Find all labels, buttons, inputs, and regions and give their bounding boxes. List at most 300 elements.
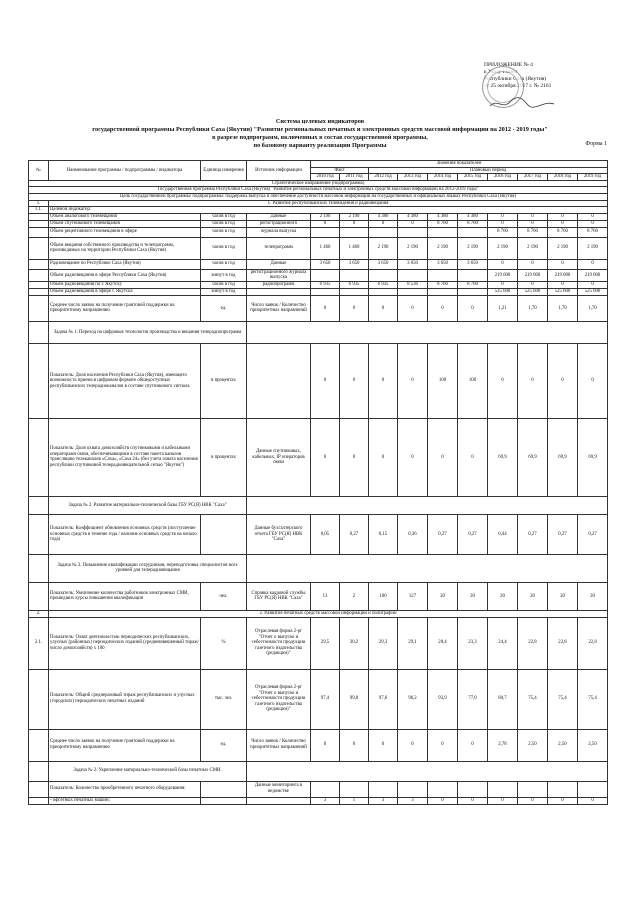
row-value xyxy=(340,781,369,797)
header-values: Значения показателей xyxy=(311,161,608,168)
row-num: 2.1. xyxy=(29,617,49,669)
table-row xyxy=(29,213,608,220)
row-value: 525 600 xyxy=(518,288,548,295)
form-number: Форма 1 xyxy=(585,141,607,147)
row-unit xyxy=(201,514,247,554)
row-value: 0 xyxy=(578,213,608,220)
row-value: 0 xyxy=(548,259,578,269)
row-source: журнала выпуска xyxy=(247,227,311,237)
row-num xyxy=(29,418,49,496)
item-title: Целевой индикатор: xyxy=(49,207,608,214)
row-unit: часов в год xyxy=(201,259,247,269)
row-value: 75,4 xyxy=(578,669,608,729)
row-value: 0 xyxy=(398,343,428,418)
row-source: радиопрограмм xyxy=(247,281,311,288)
row-value: 3 xyxy=(369,797,398,804)
row-value: 22,8 xyxy=(578,617,608,669)
row-value: 0 xyxy=(458,729,488,761)
header-name: Наименование программы / подпрограммы / индикатора xyxy=(49,161,201,181)
row-value: 219 000 xyxy=(578,269,608,281)
blank-cell xyxy=(247,321,608,343)
row-name: Показатель: Увеличение количества работников электронных СМИ, прошедших курсы повышения квалификации xyxy=(49,582,201,610)
task-row xyxy=(29,554,608,582)
row-value: 3 650 xyxy=(458,259,488,269)
row-value: 4 380 xyxy=(398,213,428,220)
row-value xyxy=(340,288,369,295)
row-value: 525 600 xyxy=(548,288,578,295)
row-value: 0 xyxy=(398,295,428,321)
header-plan: Плановый период xyxy=(369,167,608,174)
row-value: 2,50 xyxy=(518,729,548,761)
row-unit: % xyxy=(201,617,247,669)
row-value: 22,8 xyxy=(548,617,578,669)
row-value: 2 190 xyxy=(311,213,340,220)
row-value xyxy=(458,781,488,797)
table-row xyxy=(29,343,608,418)
row-name: Объем аналогового телевещания xyxy=(49,213,201,220)
row-value xyxy=(488,781,518,797)
row-value: 0,27 xyxy=(340,514,369,554)
row-value: 0,05 xyxy=(311,514,340,554)
row-value: 8 760 xyxy=(458,281,488,288)
table-row xyxy=(29,729,608,761)
row-value: 0 xyxy=(578,259,608,269)
row-value: 0 xyxy=(311,295,340,321)
row-unit: часов в год xyxy=(201,213,247,220)
table-row xyxy=(29,514,608,554)
row-value: 69,9 xyxy=(578,418,608,496)
row-value: 0 xyxy=(428,295,458,321)
row-value: 3 650 xyxy=(340,259,369,269)
row-value: 1,70 xyxy=(578,295,608,321)
task-row xyxy=(29,496,608,514)
row-value: 96,2 xyxy=(398,669,428,729)
row-num xyxy=(29,514,49,554)
row-value: 20 xyxy=(458,582,488,610)
row-value: 13 xyxy=(311,582,340,610)
blank-cell xyxy=(247,496,608,514)
section-row xyxy=(29,610,608,617)
row-value: 29,1 xyxy=(398,617,428,669)
year-2010: 2010 год xyxy=(311,174,340,181)
annex-line-1: ПРИЛОЖЕНИЕ № 4 xyxy=(484,62,533,68)
row-value: 3 xyxy=(311,797,340,804)
row-unit: в процентах xyxy=(201,418,247,496)
row-source xyxy=(247,288,311,295)
row-value xyxy=(311,269,340,281)
task-label: Задача № 3. Повышение квалификации сотрудников, переподготовка специалистов всех уровней для телерадиовещания xyxy=(49,554,247,582)
row-name: Показатель: Охват деятельностью периодических республиканских, улусных (районных) периодических изданий (средневзвешенный тираж/число домохозяйств) х 100 xyxy=(49,617,201,669)
row-value xyxy=(398,269,428,281)
row-value: 28,4 xyxy=(428,617,458,669)
row-value: 0,44 xyxy=(488,514,518,554)
row-num xyxy=(29,288,49,295)
row-value: 22,8 xyxy=(518,617,548,669)
task-row xyxy=(29,321,608,343)
row-value xyxy=(311,288,340,295)
row-source: Отраслевая форма 2-рг "Отчет о выпуске и себестоимости продукции газетного издательства (редакции)" xyxy=(247,617,311,669)
row-value: 1,70 xyxy=(518,295,548,321)
row-value: 0 xyxy=(398,418,428,496)
row-value: 0 xyxy=(488,281,518,288)
row-value: 2 190 xyxy=(369,237,398,259)
row-unit: в процентах xyxy=(201,343,247,418)
row-value: 0 xyxy=(488,213,518,220)
row-value: 0 xyxy=(428,418,458,496)
row-value: 24,4 xyxy=(488,617,518,669)
row-value: 0 xyxy=(398,220,428,227)
row-value: 0 xyxy=(518,220,548,227)
year-2013: 2013 год xyxy=(398,174,428,181)
title-line-1: Система целевых индикаторов xyxy=(275,118,365,125)
row-name: Объем спутникового телевещания xyxy=(49,220,201,227)
row-source xyxy=(247,343,311,418)
row-unit: часов в год xyxy=(201,281,247,288)
row-value: 1,70 xyxy=(548,295,578,321)
row-value: 2 190 xyxy=(340,213,369,220)
row-value: 100 xyxy=(369,582,398,610)
row-unit: чел. xyxy=(201,582,247,610)
row-value: 0 xyxy=(548,797,578,804)
row-num xyxy=(29,343,49,418)
row-value: 100 xyxy=(458,343,488,418)
row-value: 99,8 xyxy=(340,669,369,729)
row-unit: часов в год xyxy=(201,227,247,237)
row-num xyxy=(29,227,49,237)
year-2016: 2016 год xyxy=(488,174,518,181)
section-num: 2. xyxy=(29,610,49,617)
table-row xyxy=(29,269,608,281)
table-row xyxy=(29,582,608,610)
row-source: телепрограмм xyxy=(247,237,311,259)
blank-cell xyxy=(29,321,49,343)
year-2012: 2012 год xyxy=(369,174,398,181)
row-value: 0 xyxy=(311,729,340,761)
row-value: 0 xyxy=(369,343,398,418)
task-label: Задача № 1. Переход на цифровые технологии производства и вещания телерадиопрограмм xyxy=(49,321,247,343)
row-unit: минут в год xyxy=(201,288,247,295)
table-row xyxy=(29,781,608,797)
blank-cell xyxy=(29,554,49,582)
table-row xyxy=(29,288,608,295)
row-num xyxy=(29,281,49,288)
annex-line-4: от 25 октября 2017 г. № 2161 xyxy=(484,83,552,89)
row-value xyxy=(458,269,488,281)
row-name: Радиовещание по Республике Саха (Якутия) xyxy=(49,259,201,269)
row-num xyxy=(29,295,49,321)
table-row xyxy=(29,797,608,804)
row-value: 77,0 xyxy=(458,669,488,729)
row-source: Данные мониторинга в ведомстве xyxy=(247,781,311,797)
row-value: 2 190 xyxy=(518,237,548,259)
row-value: 0 xyxy=(458,797,488,804)
row-value: 20 xyxy=(488,582,518,610)
row-value: 8 760 xyxy=(518,227,548,237)
row-name: Показатель: Коэффициент обновления основных средств (поступление основных средств в течение года / наличие основных средств на начало года) xyxy=(49,514,201,554)
row-name: Объем радиовещания в эфире г. Якутска xyxy=(49,288,201,295)
row-value: 0,27 xyxy=(578,514,608,554)
row-num xyxy=(29,729,49,761)
row-unit: минут в год xyxy=(201,269,247,281)
row-value: 0 xyxy=(311,343,340,418)
row-name: Объем вещания собственного производства и телепрограмм, производимых на территории Республики Саха (Якутия) xyxy=(49,237,201,259)
row-value: 0,27 xyxy=(458,514,488,554)
row-value: 0,27 xyxy=(548,514,578,554)
row-value: 0 xyxy=(488,797,518,804)
row-value: 20 xyxy=(548,582,578,610)
row-num xyxy=(29,220,49,227)
blank-cell xyxy=(247,761,608,781)
row-name: Показатель: Доля охвата домохозяйств спутниковыми и кабельными операторами связи, обеспечивающими в составе пакета каналов трансляцию телеканалов «Саха», «Саха 24» (без учета охвата населения республики спутниковой телерадиовещательной сетью "Якутия") xyxy=(49,418,201,496)
row-value: 97,6 xyxy=(369,669,398,729)
row-value: 2,50 xyxy=(548,729,578,761)
row-source: Данные спутниковых, кабельных, IP операторов связи xyxy=(247,418,311,496)
row-num xyxy=(29,797,49,804)
indicators-table xyxy=(28,160,608,805)
section-title: 1. Развитие республиканских телевидения и радиовещания xyxy=(49,200,608,207)
row-value: 0 xyxy=(398,729,428,761)
program-goal: Цель государственной программы/ подпрограммы: поддержка выпуска и обеспечение доступности массовой информации на государственных и официальных языках Республики Саха (Якутия) xyxy=(29,193,608,200)
row-name: Среднее число заявок на получение грантовой поддержки на приоритетному направлению xyxy=(49,729,201,761)
row-value: 0,27 xyxy=(428,514,458,554)
row-value: 0 xyxy=(340,220,369,227)
row-value xyxy=(369,227,398,237)
row-value: 0 xyxy=(458,418,488,496)
row-value xyxy=(458,227,488,237)
row-value: 0 xyxy=(458,295,488,321)
year-2011: 2011 год xyxy=(340,174,369,181)
row-value: 97,4 xyxy=(311,669,340,729)
row-value: 0 xyxy=(369,295,398,321)
row-value xyxy=(369,269,398,281)
indicator-rows xyxy=(29,213,608,321)
row-unit xyxy=(201,781,247,797)
row-num xyxy=(29,669,49,729)
row-source xyxy=(247,797,311,804)
row-value: 0,15 xyxy=(369,514,398,554)
row-value: 3 650 xyxy=(369,259,398,269)
row-value: 69,9 xyxy=(488,418,518,496)
row-value: 1 460 xyxy=(340,237,369,259)
row-value: 2 190 xyxy=(398,237,428,259)
row-unit: ед. xyxy=(201,295,247,321)
row-unit: ед. xyxy=(201,729,247,761)
section-title: 2. Развитие печатных средств массовой информации и полиграфии xyxy=(49,610,608,617)
row-unit: часов в год xyxy=(201,220,247,227)
table-row xyxy=(29,418,608,496)
row-value: 30,2 xyxy=(340,617,369,669)
row-unit: тыс. экз. xyxy=(201,669,247,729)
section-row xyxy=(29,200,608,207)
row-unit: часов в год xyxy=(201,237,247,259)
item-row xyxy=(29,207,608,214)
table-row xyxy=(29,237,608,259)
row-value: 219 600 xyxy=(488,269,518,281)
row-name: Объем радиовещания по г. Якутску xyxy=(49,281,201,288)
row-value xyxy=(398,227,428,237)
row-value: 0 xyxy=(488,259,518,269)
annex-line-2: к Указу Главы xyxy=(484,69,517,75)
row-value xyxy=(340,269,369,281)
row-value: 0 xyxy=(578,797,608,804)
row-num xyxy=(29,781,49,797)
row-source: регистрационного журнала выпуска xyxy=(247,269,311,281)
row-num xyxy=(29,269,49,281)
row-value: 2,78 xyxy=(488,729,518,761)
row-value xyxy=(398,781,428,797)
table-row xyxy=(29,220,608,227)
row-value xyxy=(340,227,369,237)
goal-row xyxy=(29,193,608,200)
row-value: 0 xyxy=(578,343,608,418)
row-value: 3 650 xyxy=(398,259,428,269)
row-value: 23,3 xyxy=(458,617,488,669)
row-value: 69,9 xyxy=(518,418,548,496)
row-value: 0 xyxy=(518,797,548,804)
year-2017: 2017 год xyxy=(518,174,548,181)
row-source: Данные бухгалтерского отчета ГБУ РС(Я) НВК "Саха" xyxy=(247,514,311,554)
signature-icon xyxy=(488,96,558,110)
row-value xyxy=(428,288,458,295)
row-value: 0 xyxy=(340,295,369,321)
header-unit: Единица измерения xyxy=(201,161,247,181)
row-value: 2 190 xyxy=(578,237,608,259)
row-value xyxy=(518,781,548,797)
row-name: Показатель: Доля населения Республики Саха (Якутия), имеющего возможность приема в цифровом формате общедоступных республиканских телерадиоканалов в составе спутникового сигнала xyxy=(49,343,201,418)
row-value: 93,9 xyxy=(428,669,458,729)
row-source: Число заявок / Количество приоритетных направлений xyxy=(247,295,311,321)
row-value: 100 xyxy=(428,343,458,418)
row-value: 75,4 xyxy=(548,669,578,729)
row-value: 0 xyxy=(488,343,518,418)
year-2019: 2019 год xyxy=(578,174,608,181)
row-value xyxy=(548,781,578,797)
strategy-row xyxy=(29,180,608,187)
table-row xyxy=(29,295,608,321)
row-value: 69,9 xyxy=(548,418,578,496)
row-name: Показатель: Количество приобретенного печатного оборудования: xyxy=(49,781,201,797)
row-name: Объем радиовещания в эфире Республики Саха (Якутия) xyxy=(49,269,201,281)
row-value xyxy=(428,781,458,797)
item-num: 1.1. xyxy=(29,207,49,214)
row-value xyxy=(578,781,608,797)
row-value: 0 xyxy=(369,220,398,227)
row-num xyxy=(29,259,49,269)
row-value: 0 xyxy=(369,418,398,496)
table-row xyxy=(29,227,608,237)
row-value: 127 xyxy=(398,582,428,610)
row-name: Объем рецептивного телевещания в эфире xyxy=(49,227,201,237)
table-row xyxy=(29,281,608,288)
table-row xyxy=(29,617,608,669)
row-value: 20 xyxy=(578,582,608,610)
row-value: 1 xyxy=(340,797,369,804)
row-value xyxy=(398,288,428,295)
row-value: 8 536 xyxy=(398,281,428,288)
row-value: 0 xyxy=(548,343,578,418)
row-source: Число заявок / Количество приоритетных направлений xyxy=(247,729,311,761)
row-value: 0 xyxy=(578,281,608,288)
task-row xyxy=(29,761,608,781)
header-row xyxy=(29,161,608,168)
row-value: 0 xyxy=(548,213,578,220)
title-line-3: в разрезе подпрограмм, включенных в состав государственной программы, xyxy=(212,134,428,141)
blank-cell xyxy=(29,761,49,781)
row-value: 4 380 xyxy=(428,213,458,220)
indicator-rows-rest xyxy=(29,321,608,804)
row-value: 1 460 xyxy=(311,237,340,259)
blank-cell xyxy=(29,496,49,514)
row-source: Отраслевая форма 2-рг "Отчет о выпуске и себестоимости продукции газетного издательства (редакции)" xyxy=(247,669,311,729)
year-2018: 2018 год xyxy=(548,174,578,181)
row-value: 0,27 xyxy=(518,514,548,554)
row-source: Данные xyxy=(247,259,311,269)
row-value: 0 xyxy=(488,220,518,227)
row-value: 8 760 xyxy=(488,227,518,237)
row-name: Среднее число заявок на получение грантовой поддержки на приоритетному направлению xyxy=(49,295,201,321)
annex-line-3: Республики Саха (Якутия) xyxy=(484,76,547,82)
row-value: 29,5 xyxy=(311,617,340,669)
row-value: 219 000 xyxy=(518,269,548,281)
row-value: 2 190 xyxy=(548,237,578,259)
program-title: Государственная программа Республики Саха (Якутия) "Развитие региональных печатных и электронных средств массовой информации на 2012-2019 годы" xyxy=(29,187,608,194)
row-value: 0 xyxy=(340,418,369,496)
row-value: 8 760 xyxy=(578,227,608,237)
table-row xyxy=(29,259,608,269)
row-value: 2 190 xyxy=(488,237,518,259)
row-value: 0 xyxy=(428,729,458,761)
title-line-2: государственной программы Республики Саха (Якутия) "Развитие региональных печатных и электронных средств массовой информации на 2012 - 2019 годы" xyxy=(92,126,548,133)
row-value: 0 xyxy=(548,220,578,227)
row-value: 1,21 xyxy=(488,295,518,321)
task-label: Задача № 2. Укрепление материально-технической базы печатных СМИ. xyxy=(49,761,247,781)
header-source: Источник информации xyxy=(247,161,311,181)
row-name: - офсетных печатных машин; xyxy=(49,797,201,804)
row-value: 2,50 xyxy=(578,729,608,761)
table-row xyxy=(29,669,608,729)
row-value xyxy=(311,227,340,237)
row-value: 8 760 xyxy=(428,220,458,227)
row-value xyxy=(428,227,458,237)
row-value xyxy=(369,288,398,295)
row-num xyxy=(29,237,49,259)
row-value: 4 380 xyxy=(369,213,398,220)
row-value: 0 xyxy=(548,281,578,288)
row-value: 2 190 xyxy=(458,237,488,259)
row-value: 0 xyxy=(369,729,398,761)
row-value: 0 xyxy=(518,281,548,288)
row-num xyxy=(29,582,49,610)
program-row xyxy=(29,187,608,194)
section-num: 1. xyxy=(29,200,49,207)
row-value: 0 xyxy=(428,797,458,804)
row-value: 525 600 xyxy=(578,288,608,295)
task-label: Задача № 2. Развитие материально-технической базы ГБУ РС(Я) НВК "Саха" xyxy=(49,496,247,514)
row-value: 0 xyxy=(311,418,340,496)
row-value: 6 935 xyxy=(340,281,369,288)
row-value: 6 935 xyxy=(369,281,398,288)
header-fact: Факт xyxy=(311,167,369,174)
row-value: 3 650 xyxy=(311,259,340,269)
row-value: 0,36 xyxy=(398,514,428,554)
row-unit xyxy=(201,797,247,804)
row-value: 75,4 xyxy=(518,669,548,729)
row-value: 0 xyxy=(340,343,369,418)
row-value xyxy=(458,288,488,295)
row-value: 4 380 xyxy=(458,213,488,220)
row-value: 20 xyxy=(428,582,458,610)
row-value: 3 650 xyxy=(428,259,458,269)
